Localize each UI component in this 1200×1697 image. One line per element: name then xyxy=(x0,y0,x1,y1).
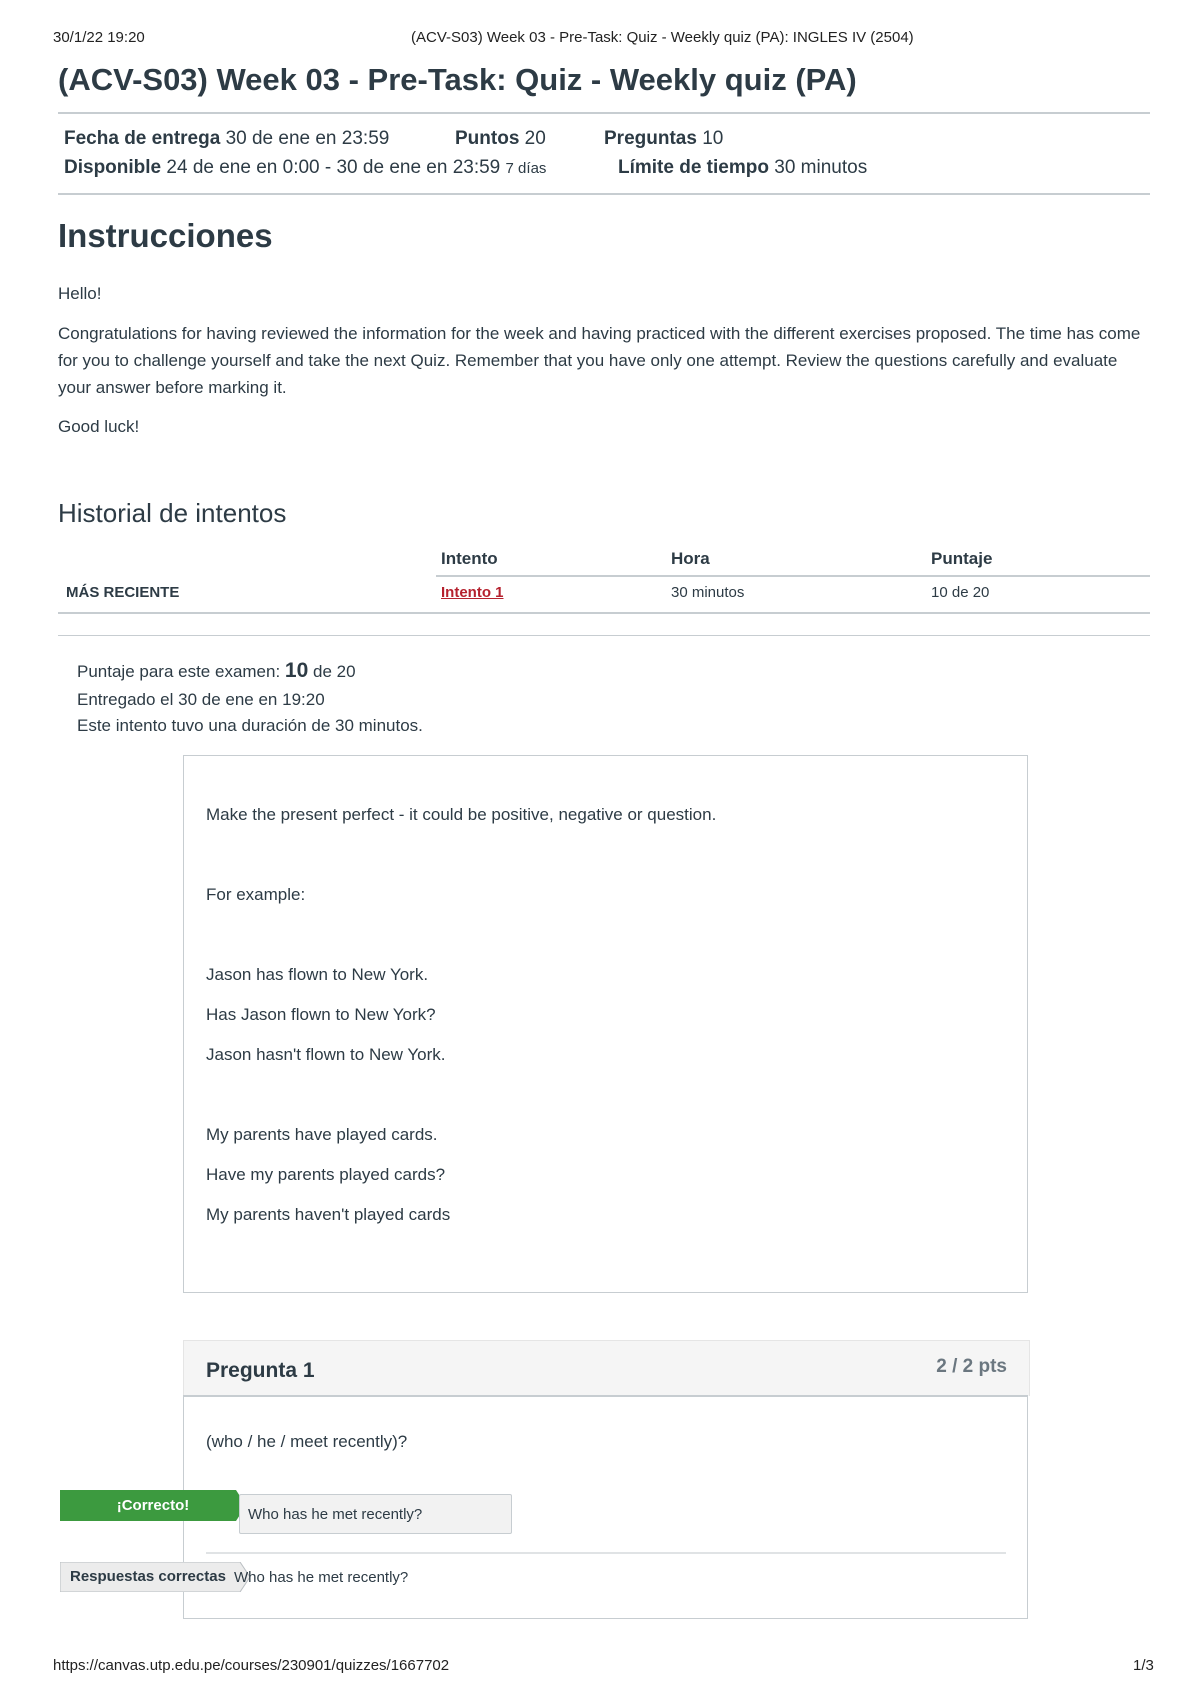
print-url: https://canvas.utp.edu.pe/courses/230901/quizzes/1667702 xyxy=(53,1657,450,1674)
score-summary xyxy=(77,659,356,683)
score-value: 10 xyxy=(284,659,309,682)
score-prefix: Puntaje para este examen: xyxy=(77,662,281,681)
attempt-link[interactable]: Intento 1 xyxy=(441,584,504,601)
question-title: Pregunta 1 xyxy=(206,1359,315,1382)
correct-flag-label: ¡Correcto! xyxy=(116,1497,190,1514)
due-date xyxy=(64,128,389,150)
row-label: MÁS RECIENTE xyxy=(66,584,180,601)
divider xyxy=(58,635,1150,636)
instruction-line: Make the present perfect - it could be positive, negative or question. xyxy=(206,805,717,824)
score-suffix: de 20 xyxy=(313,662,356,681)
history-heading: Historial de intentos xyxy=(58,498,287,528)
print-doc-title: (ACV-S03) Week 03 - Pre-Task: Quiz - Weekly quiz (PA): INGLES IV (2504) xyxy=(411,29,914,46)
instructions-greeting: Hello! xyxy=(58,284,102,303)
table-header-rule xyxy=(436,575,1150,577)
available-label: Disponible xyxy=(64,157,162,178)
instructions-heading: Instrucciones xyxy=(58,217,273,254)
points-value: 20 xyxy=(524,128,546,149)
instructions-closing: Good luck! xyxy=(58,417,140,436)
questions-value: 10 xyxy=(702,128,724,149)
col-header-attempt: Intento xyxy=(441,549,498,568)
available-days: 7 días xyxy=(505,160,547,177)
instruction-line: For example: xyxy=(206,885,306,904)
col-header-time: Hora xyxy=(671,549,710,568)
question-prompt: (who / he / meet recently)? xyxy=(206,1432,408,1451)
availability xyxy=(64,157,546,179)
time-limit xyxy=(618,157,867,179)
correct-answer-text: Who has he met recently? xyxy=(234,1569,409,1586)
points xyxy=(455,128,546,150)
instruction-line: Have my parents played cards? xyxy=(206,1165,446,1184)
page-title: (ACV-S03) Week 03 - Pre-Task: Quiz - Weekly quiz (PA) xyxy=(58,62,857,97)
divider xyxy=(58,193,1150,195)
duration-text: Este intento tuvo una duración de 30 minutos. xyxy=(77,716,423,735)
print-page-number: 1/3 xyxy=(1133,1657,1154,1674)
question-header xyxy=(183,1340,1030,1396)
answer-field[interactable]: Who has he met recently? xyxy=(239,1494,512,1534)
instruction-line: My parents have played cards. xyxy=(206,1125,438,1144)
table-row-rule xyxy=(58,612,1150,614)
row-time: 30 minutos xyxy=(671,584,745,601)
answer-divider xyxy=(206,1552,1006,1554)
due-value: 30 de ene en 23:59 xyxy=(225,128,390,149)
points-label: Puntos xyxy=(455,128,520,149)
divider xyxy=(58,112,1150,114)
correct-answers-flag xyxy=(60,1562,250,1592)
available-value: 24 de ene en 0:00 - 30 de ene en 23:59 xyxy=(166,157,501,178)
time-limit-value: 30 minutos xyxy=(774,157,868,178)
time-limit-label: Límite de tiempo xyxy=(618,157,769,178)
questions xyxy=(604,128,723,150)
correct-flag xyxy=(60,1490,246,1521)
instruction-line: Has Jason flown to New York? xyxy=(206,1005,436,1024)
instruction-line: My parents haven't played cards xyxy=(206,1205,451,1224)
print-datetime: 30/1/22 19:20 xyxy=(53,29,145,46)
instruction-line: Jason hasn't flown to New York. xyxy=(206,1045,446,1064)
col-header-score: Puntaje xyxy=(931,549,993,568)
instructions-body: Congratulations for having reviewed the information for the week and having practiced with the different exercises proposed. The time has come for you to challenge yourself and take the next Quiz. Remember that you have only one attempt. Review the questions carefully and evaluate your answer before marking it. xyxy=(58,324,1141,397)
question-points: 2 / 2 pts xyxy=(936,1356,1007,1377)
row-score: 10 de 20 xyxy=(931,584,990,601)
questions-label: Preguntas xyxy=(604,128,697,149)
correct-answers-label: Respuestas correctas xyxy=(70,1568,226,1585)
instruction-line: Jason has flown to New York. xyxy=(206,965,429,984)
submitted-text: Entregado el 30 de ene en 19:20 xyxy=(77,690,325,709)
due-label: Fecha de entrega xyxy=(64,128,221,149)
